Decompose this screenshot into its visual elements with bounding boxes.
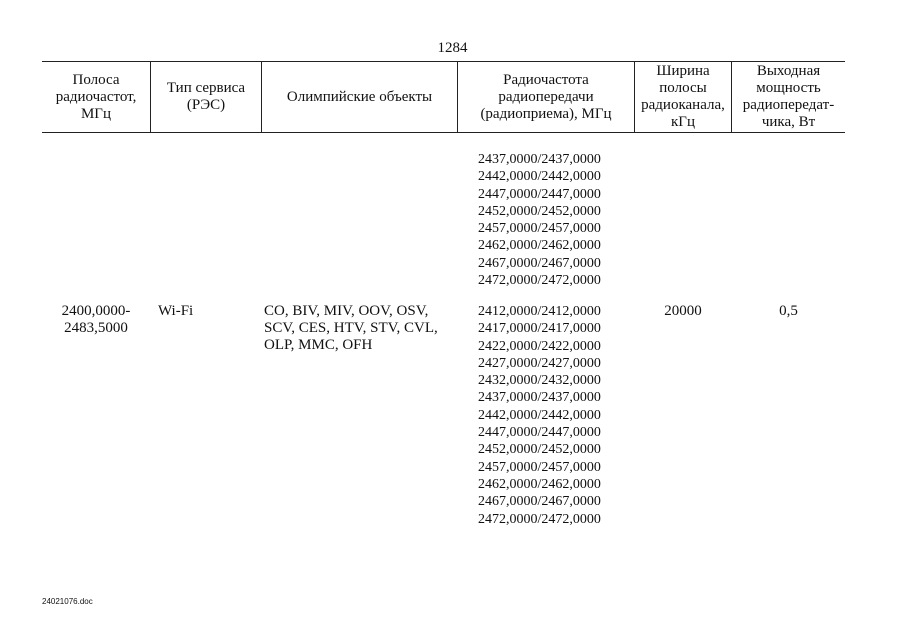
frequency-list [478,303,601,528]
header-radio-frequency: Радиочастота радиопередачи (радиоприема), МГц [480,71,612,122]
header-service-type: Тип сервиса (РЭС) [166,80,246,113]
frequency-item: 2462,0000/2462,0000 [478,238,601,254]
header-bandwidth: Ширина полосы радиоканала, кГц [641,63,725,130]
frequency-item: 2422,0000/2422,0000 [478,338,601,354]
document-filename: 24021076.doc [42,597,93,606]
frequency-item: 2467,0000/2467,0000 [478,255,601,271]
band-cell: 2400,0000- 2483,5000 [61,303,131,336]
frequency-item: 2467,0000/2467,0000 [478,494,601,510]
frequency-item: 2462,0000/2462,0000 [478,476,601,492]
bandwidth-cell: 20000 [664,303,702,319]
service-cell: Wi-Fi [158,303,194,319]
frequency-item: 2472,0000/2472,0000 [478,273,601,289]
frequency-item: 2432,0000/2432,0000 [478,373,601,389]
page-number: 1284 [437,40,468,56]
frequency-item: 2452,0000/2452,0000 [478,442,601,458]
frequency-item: 2447,0000/2447,0000 [478,425,601,441]
objects-cell: CO, BIV, MIV, OOV, OSV, SCV, CES, HTV, STV, CVL, OLP, MMC, OFH [264,303,438,353]
frequency-item: 2417,0000/2417,0000 [478,321,601,337]
header-olympic-objects: Олимпийские объекты [286,88,433,105]
frequency-item: 2457,0000/2457,0000 [478,221,601,237]
frequency-item: 2472,0000/2472,0000 [478,511,601,527]
table-header-bottom-rule [42,132,845,133]
header-frequency-band: Полоса радиочастот, МГц [55,71,137,122]
frequency-item: 2427,0000/2427,0000 [478,355,601,371]
frequency-item: 2437,0000/2437,0000 [478,390,601,406]
frequency-item: 2442,0000/2442,0000 [478,169,601,185]
frequency-item: 2442,0000/2442,0000 [478,407,601,423]
frequency-item: 2437,0000/2437,0000 [478,152,601,167]
frequency-item: 2447,0000/2447,0000 [478,186,601,202]
frequency-item: 2457,0000/2457,0000 [478,459,601,475]
frequency-item: 2452,0000/2452,0000 [478,203,601,219]
frequency-list-continued [478,151,601,289]
header-output-power: Выходная мощность радиопередат- чика, Вт [742,63,835,130]
frequency-item: 2412,0000/2412,0000 [478,304,601,319]
power-cell: 0,5 [779,303,798,319]
